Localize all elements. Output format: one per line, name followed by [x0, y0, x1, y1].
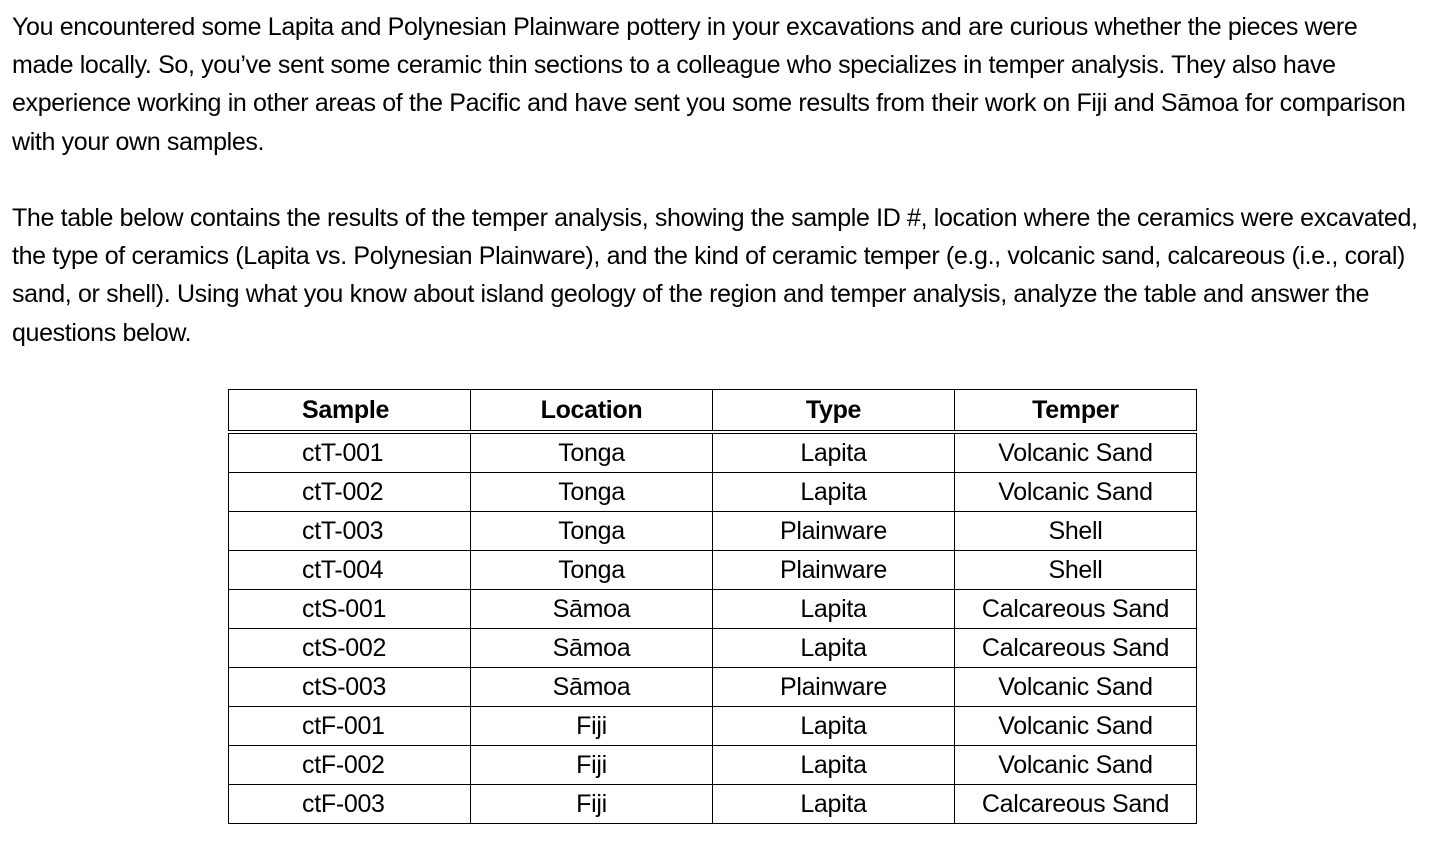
cell-type: Lapita [713, 590, 955, 629]
intro-paragraph: You encountered some Lapita and Polynesian Plainware pottery in your excavations and are curious whether the pieces were made locally. So, you’ve sent some ceramic thin sections to a colleague who specializes in temper analysis. They also have experience working in other areas of the Pacific and have sent you some results from their work on Fiji and Sāmoa for comparison with your own samples. [12, 13, 1406, 156]
header-sample: Sample [229, 390, 471, 433]
cell-temper: Calcareous Sand [955, 629, 1197, 668]
cell-temper: Shell [955, 551, 1197, 590]
table-row [229, 432, 1197, 473]
cell-type: Lapita [713, 473, 955, 512]
table-body [229, 432, 1197, 824]
cell-sample: ctT-003 [229, 512, 471, 551]
table-row [229, 512, 1197, 551]
cell-sample: ctS-003 [229, 668, 471, 707]
table-row [229, 473, 1197, 512]
header-location: Location [471, 390, 713, 433]
temper-analysis-table [228, 389, 1197, 824]
cell-location: Fiji [471, 746, 713, 785]
cell-location: Tonga [471, 473, 713, 512]
cell-type: Lapita [713, 629, 955, 668]
cell-location: Tonga [471, 551, 713, 590]
cell-sample: ctT-002 [229, 473, 471, 512]
table-row [229, 746, 1197, 785]
cell-temper: Volcanic Sand [955, 707, 1197, 746]
cell-sample: ctF-001 [229, 707, 471, 746]
cell-temper: Calcareous Sand [955, 590, 1197, 629]
table-row [229, 707, 1197, 746]
header-temper: Temper [955, 390, 1197, 433]
cell-location: Tonga [471, 512, 713, 551]
cell-sample: ctS-002 [229, 629, 471, 668]
cell-type: Plainware [713, 512, 955, 551]
cell-temper: Volcanic Sand [955, 432, 1197, 473]
cell-type: Lapita [713, 785, 955, 824]
cell-location: Fiji [471, 707, 713, 746]
table-header-row [229, 390, 1197, 433]
cell-location: Fiji [471, 785, 713, 824]
cell-type: Lapita [713, 707, 955, 746]
cell-location: Sāmoa [471, 590, 713, 629]
header-type: Type [713, 390, 955, 433]
cell-location: Sāmoa [471, 629, 713, 668]
cell-type: Plainware [713, 551, 955, 590]
table-row [229, 590, 1197, 629]
cell-temper: Volcanic Sand [955, 746, 1197, 785]
cell-location: Tonga [471, 432, 713, 473]
table-row [229, 629, 1197, 668]
table-row [229, 785, 1197, 824]
cell-temper: Volcanic Sand [955, 473, 1197, 512]
table-row [229, 668, 1197, 707]
table-row [229, 551, 1197, 590]
cell-sample: ctS-001 [229, 590, 471, 629]
cell-sample: ctF-003 [229, 785, 471, 824]
cell-sample: ctF-002 [229, 746, 471, 785]
cell-sample: ctT-004 [229, 551, 471, 590]
cell-type: Lapita [713, 746, 955, 785]
instructions-paragraph: The table below contains the results of the temper analysis, showing the sample ID #, location where the ceramics were excavated, the type of ceramics (Lapita vs. Polynesian Plainware), and the kind of ceramic temper (e.g., volcanic sand, calcareous (i.e., coral) sand, or shell). Using what you know about island geology of the region and temper analysis, analyze the table and answer the questions below. [12, 204, 1418, 347]
cell-temper: Shell [955, 512, 1197, 551]
cell-type: Plainware [713, 668, 955, 707]
cell-sample: ctT-001 [229, 432, 471, 473]
cell-temper: Calcareous Sand [955, 785, 1197, 824]
cell-type: Lapita [713, 432, 955, 473]
cell-temper: Volcanic Sand [955, 668, 1197, 707]
cell-location: Sāmoa [471, 668, 713, 707]
